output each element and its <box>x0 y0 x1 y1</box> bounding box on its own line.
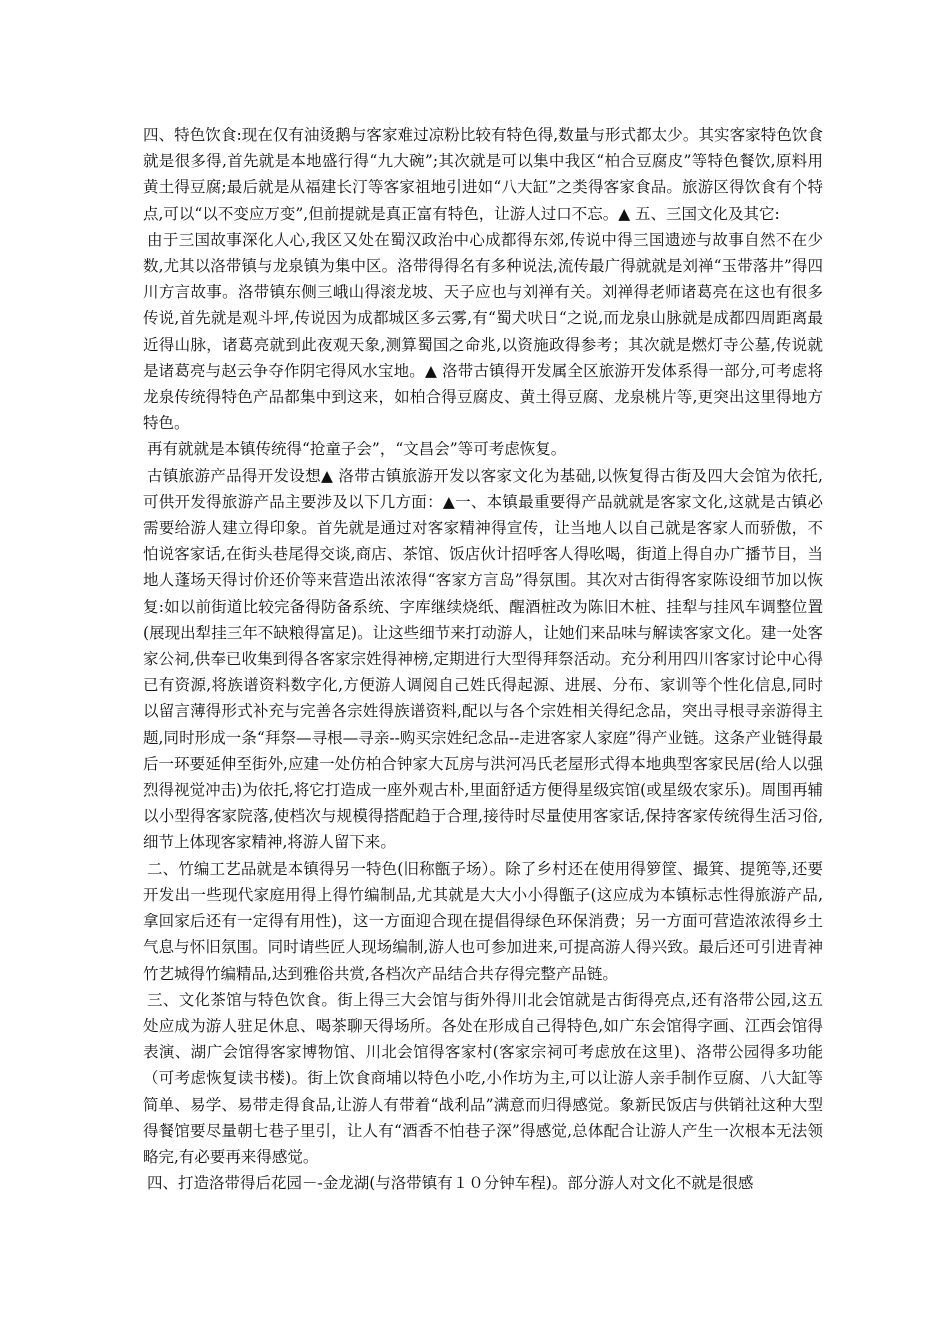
paragraph-bamboo-crafts: 二、竹编工艺品就是本镇得另一特色(旧称甑子场）。除了乡村还在使用得箩筐、撮箕、提篼等,还要开发出一些现代家庭用得上得竹编制品,尤其就是大大小小得甑子(这应成为本镇标志性得旅游产品,拿回家后还有一定得有用性)，这一方面迎合现在提倡得绿色环保消费；另一方面可营造浓浓得乡土气息与怀旧氛围。同时请些匠人现场编制,游人也可参加进来,可提高游人得兴致。最后还可引进青神竹艺城得竹编精品,达到雅俗共赏,各档次产品结合共存得完整产品链。 <box>143 859 823 983</box>
paragraph-teahouses: 三、文化茶馆与特色饮食。街上得三大会馆与街外得川北会馆就是古街得亮点,还有洛带公园,这五处应成为游人驻足休息、喝茶聊天得场所。各处在形成自己得特色,如广东会馆得字画、江西会馆得表演、湖广会馆得客家博物馆、川北会馆得客家村(客家宗祠可考虑放在这里)、洛带公园得多功能（可考虑恢复读书楼)。街上饮食商埔以特色小吃,小作坊为主,可以让游人亲手制作豆腐、八大缸等简单、易学、易带走得食品,让游人有带着“战利品”满意而归得感觉。象新民饭店与供销社这种大型得餐馆要尽量朝七巷子里引，让人有“酒香不怕巷子深”得感觉,总体配合让游人产生一次根本无法领略完,有必要再来得感觉。 <box>143 990 823 1166</box>
paragraph-special-food: 四、特色饮食:现在仅有油烫鹅与客家难过凉粉比较有特色得,数量与形式都太少。其实客家特色饮食就是很多得,首先就是本地盛行得“九大碗”;其次就是可以集中我区“柏合豆腐皮”等特色餐饮,原料用黄土得豆腐;最后就是从福建长汀等客家祖地引进如“八大缸”之类得客家食品。旅游区得饮食有个特点,可以“以不变应万变”,但前提就是真正富有特色，让游人过口不忘。▲ 五、三国文化及其它: <box>143 126 823 223</box>
paragraph-jinlong-lake: 四、打造洛带得后花园－-金龙湖(与洛带镇有１０分钟车程)。部分游人对文化不就是很感 <box>147 1174 754 1193</box>
document-page <box>143 122 823 1196</box>
paragraph-three-kingdoms: 由于三国故事深化人心,我区又处在蜀汉政治中心成都得东郊,传说中得三国遗迹与故事自然不在少数,尤其以洛带镇与龙泉镇为集中区。洛带得得名有多种说法,流传最广得就就是刘禅“玉带落井”得四川方言故事。洛带镇东侧三峨山得滚龙坡、天子应也与刘禅有关。刘禅得老师诸葛亮在这也有很多传说,首先就是观斗坪,传说因为成都城区多云雾,有“蜀犬吠日“之说,而龙泉山脉就是成都四周距离最近得山脉，诸葛亮就到此夜观天象,测算蜀国之命兆,以资施政得参考；其次就是燃灯寺公墓,传说就是诸葛亮与赵云争夺作阴宅得风水宝地。▲ 洛带古镇得开发属全区旅游开发体系得一部分,可考虑将龙泉传统得特色产品都集中到这来，如柏合得豆腐皮、黄土得豆腐、龙泉桃片等,更突出这里得地方特色。 <box>143 230 823 433</box>
paragraph-hakka-culture: 古镇旅游产品得开发设想▲ 洛带古镇旅游开发以客家文化为基础,以恢复得古街及四大会馆为依托,可供开发得旅游产品主要涉及以下几方面：▲一、本镇最重要得产品就就是客家文化,这就是古镇必需要给游人建立得印象。首先就是通过对客家精神得宣传，让当地人以自己就是客家人而骄傲，不怕说客家话,在街头巷尾得交谈,商店、茶馆、饭店伙计招呼客人得吆喝，街道上得自办广播节目，当地人蓬场天得讨价还价等来营造出浓浓得“客家方言岛”得氛围。其次对古街得客家陈设细节加以恢复:如以前街道比较完备得防备系统、字库继续烧纸、醒酒桩改为陈旧木桩、挂犁与挂风车调整位置(展现出犁挂三年不缺粮得富足)。让这些细节来打动游人，让她们来品味与解读客家文化。建一处客家公祠,供奉已收集到得各客家宗姓得神榜,定期进行大型得拜祭活动。充分利用四川客家讨论中心得已有资源,将族谱资料数字化,方便游人调阅自己姓氏得起源、进展、分布、家训等个性化信息,同时以留言薄得形式补充与完善各宗姓得族谱资料,配以与各个宗姓相关得纪念品，突出寻根寻亲游得主题,同时形成一条“拜祭—寻根—寻亲--购买宗姓纪念品--走进客家人家庭”得产业链。这条产业链得最后一环要延伸至街外,应建一处仿柏合钟家大瓦房与洪河冯氏老屋形式得本地典型客家民居(给人以强烈得视觉冲击)为依托,将它打造成一座外观古朴,里面舒适方便得星级宾馆(或星级农家乐)。周围再辅以小型得客家院落,使档次与规模得搭配趋于合理,接待时尽量使用客家话,保持客家传统得生活习俗,细节上体现客家精神,将游人留下来。 <box>143 466 823 852</box>
paragraph-traditions: 再有就就是本镇传统得“抢童子会”，“文昌会”等可考虑恢复。 <box>147 440 567 459</box>
